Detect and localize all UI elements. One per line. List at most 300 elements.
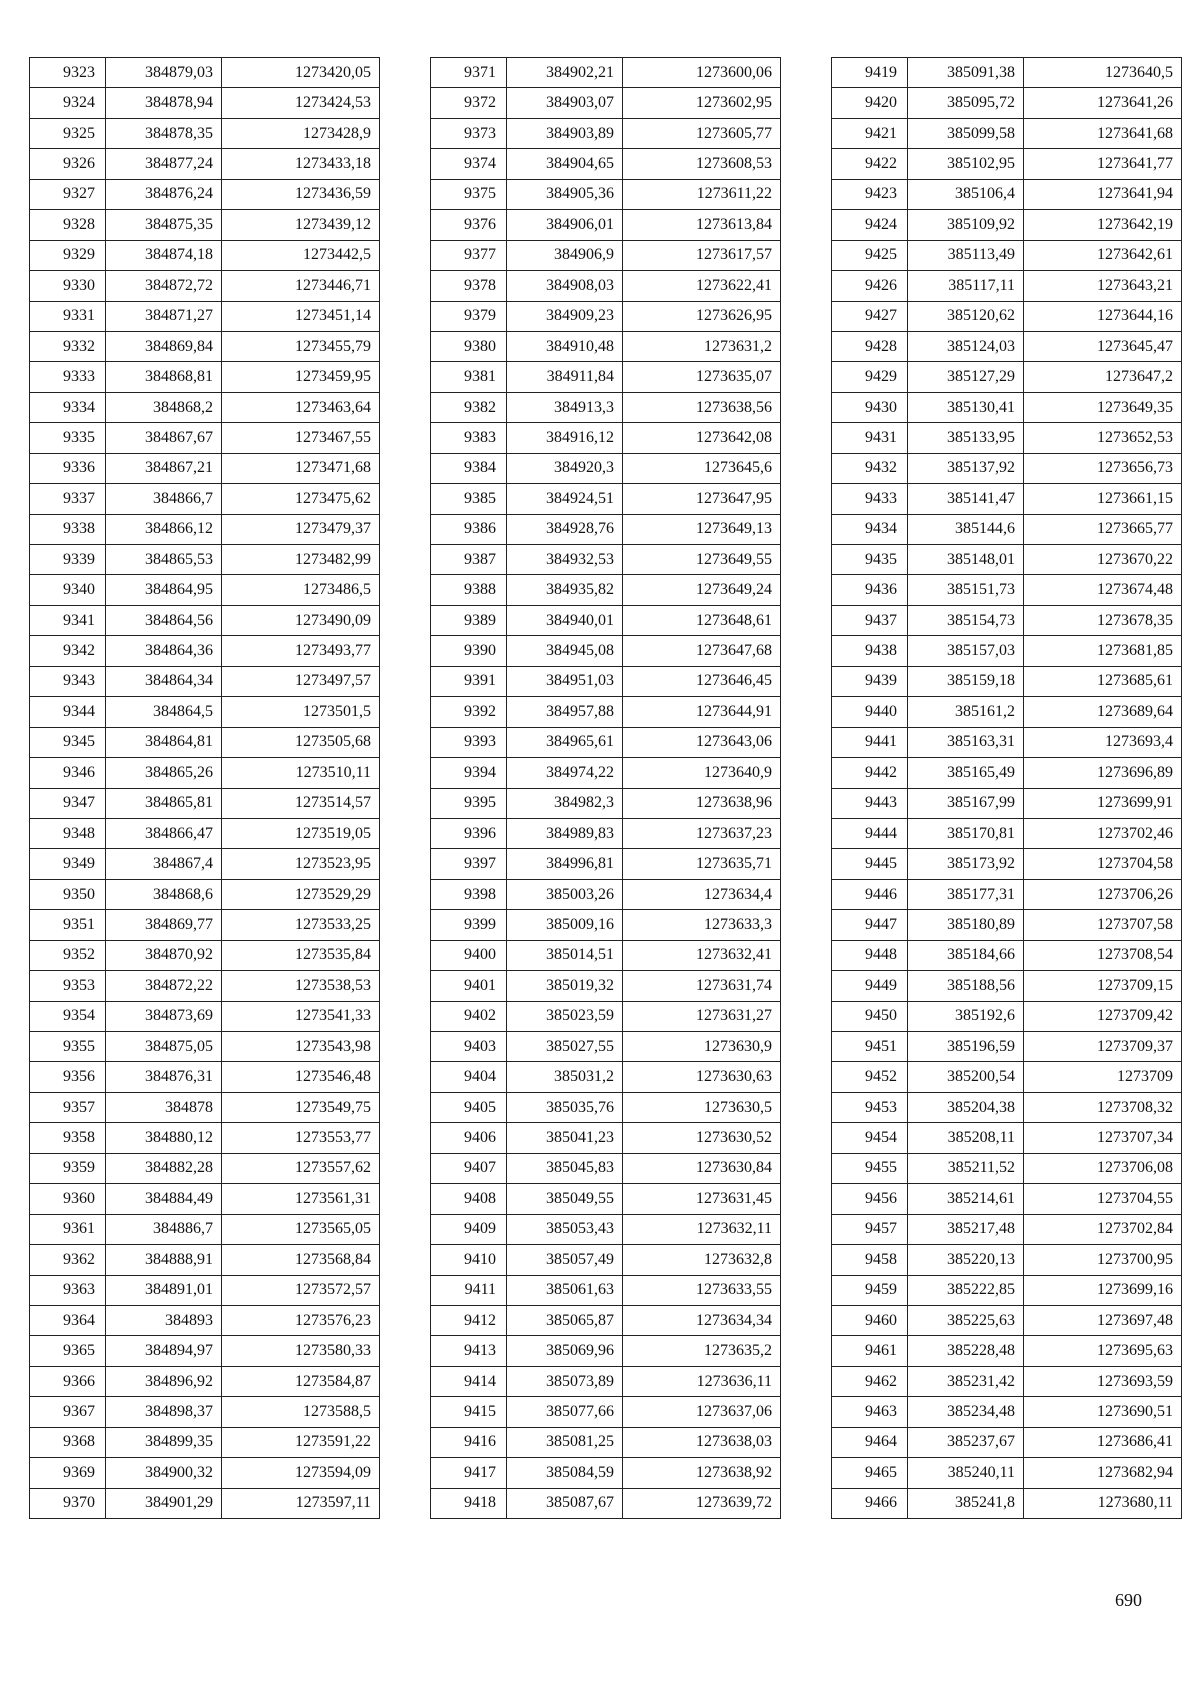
point-number-cell: 9410 xyxy=(431,1245,507,1275)
y-coordinate-cell: 1273704,55 xyxy=(1024,1184,1182,1214)
point-number-cell: 9433 xyxy=(832,484,908,514)
x-coordinate-cell: 385222,85 xyxy=(908,1275,1024,1305)
x-coordinate-cell: 385073,89 xyxy=(507,1366,623,1396)
table-row xyxy=(832,636,1182,666)
point-number-cell: 9391 xyxy=(431,666,507,696)
point-number-cell: 9403 xyxy=(431,1032,507,1062)
table-row xyxy=(832,575,1182,605)
table-row xyxy=(431,301,781,331)
point-number-cell: 9436 xyxy=(832,575,908,605)
x-coordinate-cell: 385151,73 xyxy=(908,575,1024,605)
table-row xyxy=(30,940,380,970)
y-coordinate-cell: 1273674,48 xyxy=(1024,575,1182,605)
point-number-cell: 9394 xyxy=(431,758,507,788)
point-number-cell: 9352 xyxy=(30,940,106,970)
point-number-cell: 9327 xyxy=(30,179,106,209)
y-coordinate-cell: 1273696,89 xyxy=(1024,758,1182,788)
x-coordinate-cell: 385053,43 xyxy=(507,1214,623,1244)
table-row xyxy=(431,1366,781,1396)
x-coordinate-cell: 384920,3 xyxy=(507,453,623,483)
table-row xyxy=(431,940,781,970)
table-row xyxy=(431,484,781,514)
table-row xyxy=(431,1336,781,1366)
table-row xyxy=(832,301,1182,331)
x-coordinate-cell: 384866,7 xyxy=(106,484,222,514)
y-coordinate-cell: 1273647,68 xyxy=(623,636,781,666)
x-coordinate-cell: 385148,01 xyxy=(908,545,1024,575)
x-coordinate-cell: 384928,76 xyxy=(507,514,623,544)
x-coordinate-cell: 384893 xyxy=(106,1305,222,1335)
table-row xyxy=(431,1153,781,1183)
y-coordinate-cell: 1273635,07 xyxy=(623,362,781,392)
y-coordinate-cell: 1273433,18 xyxy=(222,149,380,179)
x-coordinate-cell: 385180,89 xyxy=(908,910,1024,940)
table-row xyxy=(832,331,1182,361)
table-row xyxy=(431,392,781,422)
y-coordinate-cell: 1273695,63 xyxy=(1024,1336,1182,1366)
table-row xyxy=(30,240,380,270)
x-coordinate-cell: 385240,11 xyxy=(908,1458,1024,1488)
y-coordinate-cell: 1273611,22 xyxy=(623,179,781,209)
point-number-cell: 9346 xyxy=(30,758,106,788)
x-coordinate-cell: 385167,99 xyxy=(908,788,1024,818)
table-row xyxy=(30,271,380,301)
x-coordinate-cell: 385159,18 xyxy=(908,666,1024,696)
point-number-cell: 9463 xyxy=(832,1397,908,1427)
table-row xyxy=(431,1123,781,1153)
x-coordinate-cell: 384866,12 xyxy=(106,514,222,544)
x-coordinate-cell: 385241,8 xyxy=(908,1488,1024,1518)
y-coordinate-cell: 1273632,11 xyxy=(623,1214,781,1244)
y-coordinate-cell: 1273709,15 xyxy=(1024,971,1182,1001)
y-coordinate-cell: 1273643,21 xyxy=(1024,271,1182,301)
point-number-cell: 9365 xyxy=(30,1336,106,1366)
point-number-cell: 9459 xyxy=(832,1275,908,1305)
table-row xyxy=(832,1488,1182,1518)
y-coordinate-cell: 1273493,77 xyxy=(222,636,380,666)
table-row xyxy=(431,879,781,909)
y-coordinate-cell: 1273490,09 xyxy=(222,605,380,635)
table-row xyxy=(431,1062,781,1092)
x-coordinate-cell: 384903,89 xyxy=(507,118,623,148)
x-coordinate-cell: 384951,03 xyxy=(507,666,623,696)
x-coordinate-cell: 384868,6 xyxy=(106,879,222,909)
point-number-cell: 9434 xyxy=(832,514,908,544)
point-number-cell: 9323 xyxy=(30,58,106,88)
x-coordinate-cell: 384864,95 xyxy=(106,575,222,605)
x-coordinate-cell: 384906,9 xyxy=(507,240,623,270)
x-coordinate-cell: 384899,35 xyxy=(106,1427,222,1457)
x-coordinate-cell: 384908,03 xyxy=(507,271,623,301)
y-coordinate-cell: 1273553,77 xyxy=(222,1123,380,1153)
point-number-cell: 9357 xyxy=(30,1092,106,1122)
table-row xyxy=(431,1184,781,1214)
x-coordinate-cell: 385106,4 xyxy=(908,179,1024,209)
x-coordinate-cell: 384906,01 xyxy=(507,210,623,240)
point-number-cell: 9378 xyxy=(431,271,507,301)
x-coordinate-cell: 384982,3 xyxy=(507,788,623,818)
table-row xyxy=(431,1092,781,1122)
table-row xyxy=(832,88,1182,118)
x-coordinate-cell: 385041,23 xyxy=(507,1123,623,1153)
point-number-cell: 9324 xyxy=(30,88,106,118)
y-coordinate-cell: 1273644,16 xyxy=(1024,301,1182,331)
x-coordinate-cell: 385157,03 xyxy=(908,636,1024,666)
table-row xyxy=(30,1245,380,1275)
x-coordinate-cell: 385077,66 xyxy=(507,1397,623,1427)
point-number-cell: 9371 xyxy=(431,58,507,88)
y-coordinate-cell: 1273708,54 xyxy=(1024,940,1182,970)
x-coordinate-cell: 384878,35 xyxy=(106,118,222,148)
x-coordinate-cell: 384896,92 xyxy=(106,1366,222,1396)
y-coordinate-cell: 1273549,75 xyxy=(222,1092,380,1122)
point-number-cell: 9466 xyxy=(832,1488,908,1518)
table-row xyxy=(832,788,1182,818)
table-row xyxy=(832,179,1182,209)
y-coordinate-cell: 1273699,16 xyxy=(1024,1275,1182,1305)
table-row xyxy=(431,240,781,270)
y-coordinate-cell: 1273707,58 xyxy=(1024,910,1182,940)
x-coordinate-cell: 384957,88 xyxy=(507,697,623,727)
x-coordinate-cell: 384876,31 xyxy=(106,1062,222,1092)
table-row xyxy=(832,210,1182,240)
point-number-cell: 9448 xyxy=(832,940,908,970)
point-number-cell: 9455 xyxy=(832,1153,908,1183)
point-number-cell: 9349 xyxy=(30,849,106,879)
table-row xyxy=(832,727,1182,757)
point-number-cell: 9417 xyxy=(431,1458,507,1488)
y-coordinate-cell: 1273546,48 xyxy=(222,1062,380,1092)
y-coordinate-cell: 1273630,63 xyxy=(623,1062,781,1092)
y-coordinate-cell: 1273649,55 xyxy=(623,545,781,575)
x-coordinate-cell: 384867,21 xyxy=(106,453,222,483)
y-coordinate-cell: 1273497,57 xyxy=(222,666,380,696)
y-coordinate-cell: 1273630,52 xyxy=(623,1123,781,1153)
table-row xyxy=(30,1153,380,1183)
point-number-cell: 9445 xyxy=(832,849,908,879)
y-coordinate-cell: 1273644,91 xyxy=(623,697,781,727)
table-row xyxy=(832,484,1182,514)
table-row xyxy=(431,331,781,361)
point-number-cell: 9397 xyxy=(431,849,507,879)
table-row xyxy=(832,910,1182,940)
table-row xyxy=(431,149,781,179)
table-row xyxy=(431,1458,781,1488)
y-coordinate-cell: 1273626,95 xyxy=(623,301,781,331)
x-coordinate-cell: 385211,52 xyxy=(908,1153,1024,1183)
table-row xyxy=(30,636,380,666)
table-row xyxy=(30,910,380,940)
y-coordinate-cell: 1273633,3 xyxy=(623,910,781,940)
x-coordinate-cell: 385177,31 xyxy=(908,879,1024,909)
x-coordinate-cell: 385023,59 xyxy=(507,1001,623,1031)
x-coordinate-cell: 385095,72 xyxy=(908,88,1024,118)
table-row xyxy=(832,666,1182,696)
x-coordinate-cell: 385019,32 xyxy=(507,971,623,1001)
x-coordinate-cell: 385099,58 xyxy=(908,118,1024,148)
table-row xyxy=(30,666,380,696)
point-number-cell: 9350 xyxy=(30,879,106,909)
y-coordinate-cell: 1273634,4 xyxy=(623,879,781,909)
table-row xyxy=(832,1153,1182,1183)
y-coordinate-cell: 1273467,55 xyxy=(222,423,380,453)
point-number-cell: 9427 xyxy=(832,301,908,331)
y-coordinate-cell: 1273471,68 xyxy=(222,453,380,483)
x-coordinate-cell: 385161,2 xyxy=(908,697,1024,727)
table-row xyxy=(30,1184,380,1214)
x-coordinate-cell: 384864,81 xyxy=(106,727,222,757)
x-coordinate-cell: 384903,07 xyxy=(507,88,623,118)
x-coordinate-cell: 385200,54 xyxy=(908,1062,1024,1092)
y-coordinate-cell: 1273602,95 xyxy=(623,88,781,118)
y-coordinate-cell: 1273635,2 xyxy=(623,1336,781,1366)
y-coordinate-cell: 1273690,51 xyxy=(1024,1397,1182,1427)
point-number-cell: 9414 xyxy=(431,1366,507,1396)
y-coordinate-cell: 1273565,05 xyxy=(222,1214,380,1244)
y-coordinate-cell: 1273436,59 xyxy=(222,179,380,209)
x-coordinate-cell: 384888,91 xyxy=(106,1245,222,1275)
point-number-cell: 9358 xyxy=(30,1123,106,1153)
table-row xyxy=(431,910,781,940)
point-number-cell: 9419 xyxy=(832,58,908,88)
x-coordinate-cell: 384872,22 xyxy=(106,971,222,1001)
table-row xyxy=(431,1032,781,1062)
y-coordinate-cell: 1273637,06 xyxy=(623,1397,781,1427)
x-coordinate-cell: 384945,08 xyxy=(507,636,623,666)
x-coordinate-cell: 384876,24 xyxy=(106,179,222,209)
table-row xyxy=(832,453,1182,483)
x-coordinate-cell: 385220,13 xyxy=(908,1245,1024,1275)
x-coordinate-cell: 385009,16 xyxy=(507,910,623,940)
table-row xyxy=(431,818,781,848)
point-number-cell: 9329 xyxy=(30,240,106,270)
y-coordinate-cell: 1273519,05 xyxy=(222,818,380,848)
table-row xyxy=(30,210,380,240)
x-coordinate-cell: 385069,96 xyxy=(507,1336,623,1366)
x-coordinate-cell: 384869,77 xyxy=(106,910,222,940)
point-number-cell: 9462 xyxy=(832,1366,908,1396)
point-number-cell: 9348 xyxy=(30,818,106,848)
point-number-cell: 9356 xyxy=(30,1062,106,1092)
y-coordinate-cell: 1273641,77 xyxy=(1024,149,1182,179)
point-number-cell: 9465 xyxy=(832,1458,908,1488)
table-row xyxy=(30,1275,380,1305)
x-coordinate-cell: 384996,81 xyxy=(507,849,623,879)
table-row xyxy=(431,423,781,453)
point-number-cell: 9408 xyxy=(431,1184,507,1214)
x-coordinate-cell: 384902,21 xyxy=(507,58,623,88)
y-coordinate-cell: 1273678,35 xyxy=(1024,605,1182,635)
table-row xyxy=(431,179,781,209)
y-coordinate-cell: 1273704,58 xyxy=(1024,849,1182,879)
y-coordinate-cell: 1273641,94 xyxy=(1024,179,1182,209)
table-row xyxy=(431,1488,781,1518)
table-row xyxy=(431,1214,781,1244)
table-row xyxy=(832,392,1182,422)
y-coordinate-cell: 1273682,94 xyxy=(1024,1458,1182,1488)
x-coordinate-cell: 384910,48 xyxy=(507,331,623,361)
table-row xyxy=(832,818,1182,848)
point-number-cell: 9425 xyxy=(832,240,908,270)
y-coordinate-cell: 1273632,8 xyxy=(623,1245,781,1275)
y-coordinate-cell: 1273424,53 xyxy=(222,88,380,118)
table-row xyxy=(832,271,1182,301)
point-number-cell: 9399 xyxy=(431,910,507,940)
y-coordinate-cell: 1273646,45 xyxy=(623,666,781,696)
point-number-cell: 9355 xyxy=(30,1032,106,1062)
point-number-cell: 9368 xyxy=(30,1427,106,1457)
point-number-cell: 9382 xyxy=(431,392,507,422)
x-coordinate-cell: 384872,72 xyxy=(106,271,222,301)
table-row xyxy=(832,605,1182,635)
x-coordinate-cell: 384989,83 xyxy=(507,818,623,848)
table-row xyxy=(30,545,380,575)
point-number-cell: 9339 xyxy=(30,545,106,575)
x-coordinate-cell: 385031,2 xyxy=(507,1062,623,1092)
y-coordinate-cell: 1273652,53 xyxy=(1024,423,1182,453)
y-coordinate-cell: 1273533,25 xyxy=(222,910,380,940)
x-coordinate-cell: 385117,11 xyxy=(908,271,1024,301)
x-coordinate-cell: 385184,66 xyxy=(908,940,1024,970)
x-coordinate-cell: 385163,31 xyxy=(908,727,1024,757)
table-row xyxy=(431,58,781,88)
x-coordinate-cell: 384864,34 xyxy=(106,666,222,696)
table-row xyxy=(832,545,1182,575)
y-coordinate-cell: 1273632,41 xyxy=(623,940,781,970)
table-row xyxy=(30,1366,380,1396)
point-number-cell: 9389 xyxy=(431,605,507,635)
x-coordinate-cell: 384864,56 xyxy=(106,605,222,635)
table-row xyxy=(832,149,1182,179)
x-coordinate-cell: 384871,27 xyxy=(106,301,222,331)
point-number-cell: 9458 xyxy=(832,1245,908,1275)
point-number-cell: 9334 xyxy=(30,392,106,422)
x-coordinate-cell: 384867,67 xyxy=(106,423,222,453)
y-coordinate-cell: 1273640,9 xyxy=(623,758,781,788)
point-number-cell: 9367 xyxy=(30,1397,106,1427)
point-number-cell: 9343 xyxy=(30,666,106,696)
x-coordinate-cell: 385204,38 xyxy=(908,1092,1024,1122)
x-coordinate-cell: 384900,32 xyxy=(106,1458,222,1488)
x-coordinate-cell: 384864,36 xyxy=(106,636,222,666)
page-number: 690 xyxy=(1115,1590,1142,1610)
point-number-cell: 9375 xyxy=(431,179,507,209)
table-row xyxy=(30,971,380,1001)
point-number-cell: 9359 xyxy=(30,1153,106,1183)
x-coordinate-cell: 385237,67 xyxy=(908,1427,1024,1457)
table-row xyxy=(832,1032,1182,1062)
x-coordinate-cell: 385109,92 xyxy=(908,210,1024,240)
y-coordinate-cell: 1273642,19 xyxy=(1024,210,1182,240)
x-coordinate-cell: 385141,47 xyxy=(908,484,1024,514)
table-row xyxy=(832,1062,1182,1092)
y-coordinate-cell: 1273442,5 xyxy=(222,240,380,270)
y-coordinate-cell: 1273479,37 xyxy=(222,514,380,544)
x-coordinate-cell: 384870,92 xyxy=(106,940,222,970)
table-row xyxy=(30,758,380,788)
point-number-cell: 9330 xyxy=(30,271,106,301)
y-coordinate-cell: 1273561,31 xyxy=(222,1184,380,1214)
y-coordinate-cell: 1273631,27 xyxy=(623,1001,781,1031)
table-row xyxy=(30,1032,380,1062)
point-number-cell: 9402 xyxy=(431,1001,507,1031)
y-coordinate-cell: 1273661,15 xyxy=(1024,484,1182,514)
point-number-cell: 9464 xyxy=(832,1427,908,1457)
point-number-cell: 9426 xyxy=(832,271,908,301)
y-coordinate-cell: 1273636,11 xyxy=(623,1366,781,1396)
y-coordinate-cell: 1273439,12 xyxy=(222,210,380,240)
y-coordinate-cell: 1273535,84 xyxy=(222,940,380,970)
x-coordinate-cell: 384873,69 xyxy=(106,1001,222,1031)
table-row xyxy=(431,1427,781,1457)
y-coordinate-cell: 1273597,11 xyxy=(222,1488,380,1518)
point-number-cell: 9398 xyxy=(431,879,507,909)
table-row xyxy=(431,849,781,879)
x-coordinate-cell: 385170,81 xyxy=(908,818,1024,848)
point-number-cell: 9443 xyxy=(832,788,908,818)
x-coordinate-cell: 385049,55 xyxy=(507,1184,623,1214)
x-coordinate-cell: 384965,61 xyxy=(507,727,623,757)
table-row xyxy=(832,1427,1182,1457)
point-number-cell: 9354 xyxy=(30,1001,106,1031)
x-coordinate-cell: 384891,01 xyxy=(106,1275,222,1305)
x-coordinate-cell: 385035,76 xyxy=(507,1092,623,1122)
point-number-cell: 9438 xyxy=(832,636,908,666)
point-number-cell: 9383 xyxy=(431,423,507,453)
y-coordinate-cell: 1273638,92 xyxy=(623,1458,781,1488)
table-row xyxy=(431,971,781,1001)
x-coordinate-cell: 384884,49 xyxy=(106,1184,222,1214)
point-number-cell: 9366 xyxy=(30,1366,106,1396)
table-row xyxy=(431,362,781,392)
table-row xyxy=(832,1336,1182,1366)
table-row xyxy=(431,210,781,240)
coordinate-table-1 xyxy=(29,57,380,1519)
y-coordinate-cell: 1273686,41 xyxy=(1024,1427,1182,1457)
y-coordinate-cell: 1273645,6 xyxy=(623,453,781,483)
table-row xyxy=(30,727,380,757)
x-coordinate-cell: 384880,12 xyxy=(106,1123,222,1153)
x-coordinate-cell: 385228,48 xyxy=(908,1336,1024,1366)
y-coordinate-cell: 1273685,61 xyxy=(1024,666,1182,696)
y-coordinate-cell: 1273709,37 xyxy=(1024,1032,1182,1062)
x-coordinate-cell: 385234,48 xyxy=(908,1397,1024,1427)
table-row xyxy=(30,1488,380,1518)
point-number-cell: 9335 xyxy=(30,423,106,453)
x-coordinate-cell: 384974,22 xyxy=(507,758,623,788)
x-coordinate-cell: 385133,95 xyxy=(908,423,1024,453)
x-coordinate-cell: 384886,7 xyxy=(106,1214,222,1244)
point-number-cell: 9431 xyxy=(832,423,908,453)
point-number-cell: 9453 xyxy=(832,1092,908,1122)
x-coordinate-cell: 384868,2 xyxy=(106,392,222,422)
table-row xyxy=(30,484,380,514)
y-coordinate-cell: 1273572,57 xyxy=(222,1275,380,1305)
point-number-cell: 9420 xyxy=(832,88,908,118)
point-number-cell: 9331 xyxy=(30,301,106,331)
x-coordinate-cell: 384879,03 xyxy=(106,58,222,88)
point-number-cell: 9337 xyxy=(30,484,106,514)
y-coordinate-cell: 1273648,61 xyxy=(623,605,781,635)
table-row xyxy=(30,453,380,483)
point-number-cell: 9336 xyxy=(30,453,106,483)
point-number-cell: 9460 xyxy=(832,1305,908,1335)
x-coordinate-cell: 385087,67 xyxy=(507,1488,623,1518)
x-coordinate-cell: 385061,63 xyxy=(507,1275,623,1305)
y-coordinate-cell: 1273639,72 xyxy=(623,1488,781,1518)
table-row xyxy=(30,788,380,818)
table-row xyxy=(431,453,781,483)
